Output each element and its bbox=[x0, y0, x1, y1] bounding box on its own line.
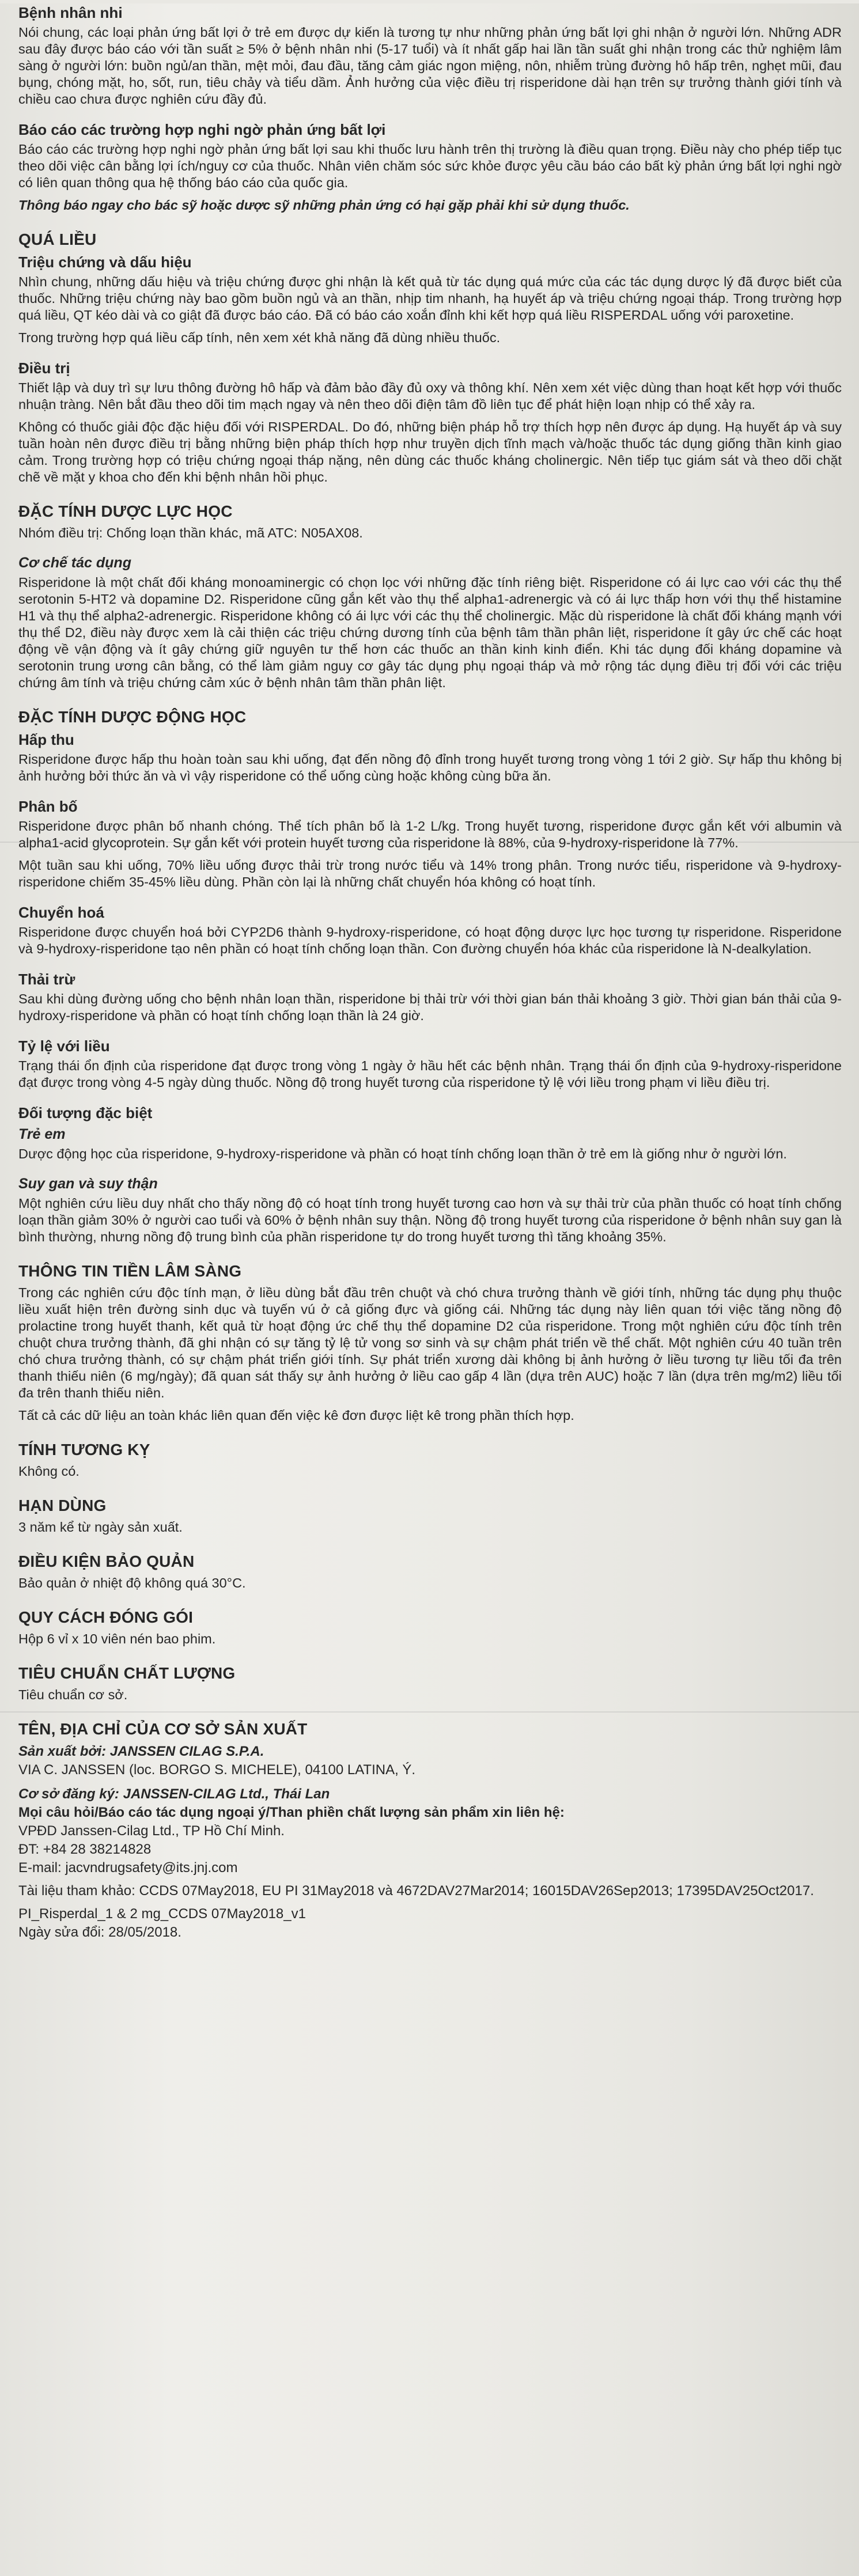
dose-proportionality-heading: Tỷ lệ với liều bbox=[18, 1037, 110, 1055]
distribution-text-2: Một tuần sau khi uống, 70% liều uống được thải trừ trong nước tiểu và 14% trong phân. Trong nước tiểu, risperidone và 9-hydroxy-risperidone chiếm 35-45% liều dùng. Phần còn lại là những chất chuyển hóa không có hoạt tính. bbox=[18, 858, 842, 889]
section-storage bbox=[18, 1552, 842, 1592]
revision-date: Ngày sửa đổi: 28/05/2018. bbox=[18, 1925, 181, 1940]
section-pharmacodynamics bbox=[18, 502, 842, 691]
quality-text: Tiêu chuẩn cơ sở. bbox=[18, 1687, 128, 1702]
metabolism-heading: Chuyển hoá bbox=[18, 904, 104, 921]
document-code: PI_Risperdal_1 & 2 mg_CCDS 07May2018_v1 bbox=[18, 1906, 306, 1922]
packaging-text: Hộp 6 vỉ x 10 viên nén bao phim. bbox=[18, 1631, 216, 1646]
shelf-life-heading: HẠN DÙNG bbox=[18, 1497, 107, 1514]
section-pharmacokinetics bbox=[18, 707, 842, 1245]
renal-hepatic-heading: Suy gan và suy thận bbox=[18, 1176, 158, 1192]
storage-text: Bảo quản ở nhiệt độ không quá 30°C. bbox=[18, 1575, 246, 1590]
leaflet-content bbox=[18, 3, 842, 1942]
mechanism-text: Risperidone là một chất đối kháng monoaminergic có chọn lọc với những đặc tính riêng biệt. Risperidone có ái lực cao với các thụ thể serotonin 5-HT2 và dopamine D2. Risperidone cũng gắn kết vào thụ thể alpha1-adrenergic và có ái lực thấp hơn với thụ thể histamine H1 và thụ thể alpha2-adrenergic. Risperidone không có ái lực với các thụ thể cholinergic. Mặc dù risperidone là chất đối kháng mạnh với thụ thể D2, điều này được xem là cải thiện các triệu chứng dương tính của bệnh tâm thần phân liệt, risperidone ít gây ức chế các hoạt động về vận động và ít gây chứng giữ nguyên tư thế hơn các thuốc an thần kinh kinh điển. Khi tác dụng đối kháng dopamine và serotonin trung ương cân bằng, có thể làm giảm nguy cơ gây tác dụng phụ ngoại tháp và mở rộng tác dụng điều trị đối với các triệu chứng âm tính và triệu chứng cảm xúc ở bệnh nhân tâm thần phân liệt. bbox=[18, 575, 842, 690]
renal-hepatic-text: Một nghiên cứu liều duy nhất cho thấy nồng độ có hoạt tính trong huyết tương cao hơn và sự thải trừ của phần thuốc có hoạt tính chống loạn thần giảm 30% ở người cao tuổi và 60% ở bệnh nhân suy thận. Nồng độ trong huyết tương của risperidone ở bệnh nhân suy gan là bình thường, nhưng nồng độ trung bình của phần risperidone tự do trong huyết tương thì tăng khoảng 35%. bbox=[18, 1196, 842, 1244]
contact-email: E-mail: jacvndrugsafety@its.jnj.com bbox=[18, 1860, 238, 1876]
preclinical-text: Trong các nghiên cứu độc tính mạn, ở liều dùng bắt đầu trên chuột và chó chưa trưởng thành về giới tính, những tác dụng phụ thuộc liều xuất hiện trên đường sinh dục và tuyến vú ở cả giống đực và giống cái. Những tác dụng này liên quan tới việc tăng nồng độ prolactine trong huyết thanh, kết quả từ hoạt động ức chế thụ thể dopamine D2 của risperidone. Trong một nghiên cứu độc tính trên chuột chưa trưởng thành, đã ghi nhận có sự tăng tỷ lệ tử vong sơ sinh và sự chậm phát triển về thể chất. Một nghiên cứu 40 tuần trên chó chưa trưởng thành, có sự chậm phát triển giới tính. Sự phát triển xương dài không bị ảnh hưởng ở liều tương tự liều tối đa trên thanh thiếu niên (6 mg/ngày); đã quan sát thấy sự ảnh hưởng ở liều cao gấp 4 lần (dựa trên AUC) hoặc 7 lần (dựa trên mg/m2) liều tối đa trên thanh thiếu niên. bbox=[18, 1285, 842, 1400]
quality-heading: TIÊU CHUẨN CHẤT LƯỢNG bbox=[18, 1664, 236, 1682]
section-overdose bbox=[18, 230, 842, 486]
preclinical-text-2: Tất cả các dữ liệu an toàn khác liên quan đến việc kê đơn được liệt kê trong phần thích hợp. bbox=[18, 1408, 574, 1423]
absorption-text: Risperidone được hấp thu hoàn toàn sau khi uống, đạt đến nồng độ đỉnh trong huyết tương trong vòng 1 tới 2 giờ. Sự hấp thu không bị ảnh hưởng bởi thức ăn và vì vậy risperidone có thể uống cùng hoặc không cùng bữa ăn. bbox=[18, 752, 842, 783]
overdose-heading: QUÁ LIỀU bbox=[18, 230, 97, 248]
overdose-treatment-text: Thiết lập và duy trì sự lưu thông đường hô hấp và đảm bảo đầy đủ oxy và thông khí. Nên xem xét việc dùng than hoạt kết hợp với thuốc nhuận tràng. Nên bắt đầu theo dõi tim mạch ngay và nên theo dõi điện tâm đồ liên tục để phát hiện loạn nhịp có thể xảy ra. bbox=[18, 380, 842, 412]
metabolism-text: Risperidone được chuyển hoá bởi CYP2D6 thành 9-hydroxy-risperidone, có hoạt động dược lực học tương tự risperidone. Risperidone và 9-hydroxy-risperidone tạo nên phần có hoạt tính chống loạn thần. Con đường chuyển hóa khác của risperidone là N-dealkylation. bbox=[18, 925, 842, 956]
overdose-symptoms-text-2: Trong trường hợp quá liều cấp tính, nên xem xét khả năng đã dùng nhiều thuốc. bbox=[18, 330, 501, 345]
section-preclinical bbox=[18, 1262, 842, 1424]
overdose-treatment-heading: Điều trị bbox=[18, 359, 70, 377]
contact-office: VPĐD Janssen-Cilag Ltd., TP Hồ Chí Minh. bbox=[18, 1823, 285, 1839]
registered-by: Cơ sở đăng ký: JANSSEN-CILAG Ltd., Thái Lan bbox=[18, 1786, 330, 1802]
section-packaging bbox=[18, 1608, 842, 1647]
reference-text: Tài liệu tham khảo: CCDS 07May2018, EU PI 31May2018 và 4672DAV27Mar2014; 16015DAV26Sep2013; 17395DAV25Oct2017. bbox=[18, 1883, 814, 1899]
section-report-adverse bbox=[18, 120, 842, 214]
distribution-heading: Phân bố bbox=[18, 798, 78, 815]
section-incompatibility bbox=[18, 1440, 842, 1480]
manufacturer-heading: TÊN, ĐỊA CHỈ CỦA CƠ SỞ SẢN XUẤT bbox=[18, 1720, 308, 1738]
contact-heading: Mọi câu hỏi/Báo cáo tác dụng ngoại ý/Than phiền chất lượng sản phẩm xin liên hệ: bbox=[18, 1805, 565, 1820]
section-shelf-life bbox=[18, 1496, 842, 1536]
children-heading: Trẻ em bbox=[18, 1126, 66, 1142]
section-quality bbox=[18, 1664, 842, 1703]
pediatric-text: Nói chung, các loại phản ứng bất lợi ở trẻ em được dự kiến là tương tự như những phản ứng bất lợi ghi nhận ở người lớn. Những ADR sau đây được báo cáo với tần suất ≥ 5% ở bệnh nhân nhi (5-17 tuổi) và ít nhất gấp hai lần tần suất ghi nhận trong các thử nghiệm lâm sàng ở người lớn: buồn ngủ/an thần, mệt mỏi, đau đầu, tăng cảm giác ngon miệng, nôn, nhiễm trùng đường hô hấp trên, nghẹt mũi, đau bụng, chóng mặt, ho, sốt, run, tiêu chảy và tiểu dầm. Ảnh hưởng của việc điều trị risperidone dài hạn trên sự trưởng thành giới tính và chiều cao chưa được nghiên cứu đầy đủ. bbox=[18, 25, 842, 107]
manufacturer-address: VIA C. JANSSEN (loc. BORGO S. MICHELE), 04100 LATINA, Ý. bbox=[18, 1762, 416, 1778]
incompatibility-heading: TÍNH TƯƠNG KỴ bbox=[18, 1441, 150, 1459]
overdose-treatment-text-2: Không có thuốc giải độc đặc hiệu đối với RISPERDAL. Do đó, những biện pháp hỗ trợ thích hợp nên được áp dụng. Hạ huyết áp và suy tuần hoàn nên được điều trị bằng những biện pháp thích hợp như truyền dịch tĩnh mạch và/hoặc thuốc tác dụng giống thần kinh giao cảm. Trong trường hợp có triệu chứng ngoại tháp nặng, nên dùng các thuốc kháng cholinergic. Nên tiếp tục giám sát và theo dõi chặt chẽ về mặt y khoa cho đến khi bệnh nhân hồi phục. bbox=[18, 419, 842, 484]
preclinical-heading: THÔNG TIN TIỀN LÂM SÀNG bbox=[18, 1262, 242, 1280]
pharmacokinetics-heading: ĐẶC TÍNH DƯỢC ĐỘNG HỌC bbox=[18, 708, 247, 726]
absorption-heading: Hấp thu bbox=[18, 731, 74, 748]
pediatric-heading: Bệnh nhân nhi bbox=[18, 4, 123, 21]
report-adverse-heading: Báo cáo các trường hợp nghi ngờ phản ứng bất lợi bbox=[18, 121, 386, 138]
storage-heading: ĐIỀU KIỆN BẢO QUẢN bbox=[18, 1552, 195, 1570]
overdose-symptoms-heading: Triệu chứng và dấu hiệu bbox=[18, 253, 192, 271]
children-text: Dược động học của risperidone, 9-hydroxy-risperidone và phần có hoạt tính chống loạn thần ở trẻ em là giống như ở người lớn. bbox=[18, 1146, 787, 1161]
report-adverse-notice: Thông báo ngay cho bác sỹ hoặc dược sỹ những phản ứng có hại gặp phải khi sử dụng thuốc. bbox=[18, 198, 630, 213]
elimination-heading: Thải trừ bbox=[18, 971, 75, 988]
package-insert-sheet bbox=[0, 3, 859, 2576]
pharmacodynamics-group: Nhóm điều trị: Chống loạn thần khác, mã ATC: N05AX08. bbox=[18, 525, 363, 540]
shelf-life-text: 3 năm kể từ ngày sản xuất. bbox=[18, 1520, 183, 1535]
mechanism-heading: Cơ chế tác dụng bbox=[18, 555, 131, 571]
overdose-symptoms-text: Nhìn chung, những dấu hiệu và triệu chứng được ghi nhận là kết quả từ tác dụng quá mức của các tác dụng dược lý đã được biết của thuốc. Những triệu chứng này bao gồm buồn ngủ và an thần, nhịp tim nhanh, hạ huyết áp và triệu chứng ngoại tháp. Trong trường hợp quá liều, QT kéo dài và co giật đã được báo cáo. Đã có báo cáo xoắn đỉnh khi kết hợp quá liều RISPERDAL uống với paroxetine. bbox=[18, 274, 842, 323]
contact-phone: ĐT: +84 28 38214828 bbox=[18, 1842, 152, 1857]
section-pediatric-adverse bbox=[18, 3, 842, 108]
distribution-text: Risperidone được phân bố nhanh chóng. Thể tích phân bố là 1-2 L/kg. Trong huyết tương, risperidone được gắn kết với albumin và alpha1-acid glycoprotein. Sự gắn kết với protein huyết tương của risperidone là 88%, của 9-hydroxy-risperidone là 77%. bbox=[18, 819, 842, 850]
pharmacodynamics-heading: ĐẶC TÍNH DƯỢC LỰC HỌC bbox=[18, 502, 233, 520]
section-manufacturer bbox=[18, 1719, 842, 1942]
elimination-text: Sau khi dùng đường uống cho bệnh nhân loạn thần, risperidone bị thải trừ với thời gian bán thải khoảng 3 giờ. Thời gian bán thải của 9-hydroxy-risperidone và phần có hoạt tính chống loạn thần là 24 giờ. bbox=[18, 991, 842, 1023]
dose-proportionality-text: Trạng thái ổn định của risperidone đạt được trong vòng 1 ngày ở hầu hết các bệnh nhân. Trạng thái ổn định của 9-hydroxy-risperidone đạt được trong vòng 4-5 ngày dùng thuốc. Nồng độ trong huyết tương của risperidone tỷ lệ với liều trong phạm vi liều điều trị. bbox=[18, 1058, 842, 1090]
incompatibility-text: Không có. bbox=[18, 1464, 80, 1479]
packaging-heading: QUY CÁCH ĐÓNG GÓI bbox=[18, 1608, 194, 1626]
produced-by: Sản xuất bởi: JANSSEN CILAG S.P.A. bbox=[18, 1744, 264, 1759]
special-populations-heading: Đối tượng đặc biệt bbox=[18, 1104, 153, 1122]
report-adverse-text: Báo cáo các trường hợp nghi ngờ phản ứng bất lợi sau khi thuốc lưu hành trên thị trường là điều quan trọng. Điều này cho phép tiếp tục theo dõi việc cân bằng lợi ích/nguy cơ của thuốc. Nhân viên chăm sóc sức khỏe được yêu cầu báo cáo bất kỳ phản ứng bất lợi nghi ngờ có liên quan thông qua hệ thống báo cáo của quốc gia. bbox=[18, 142, 842, 190]
